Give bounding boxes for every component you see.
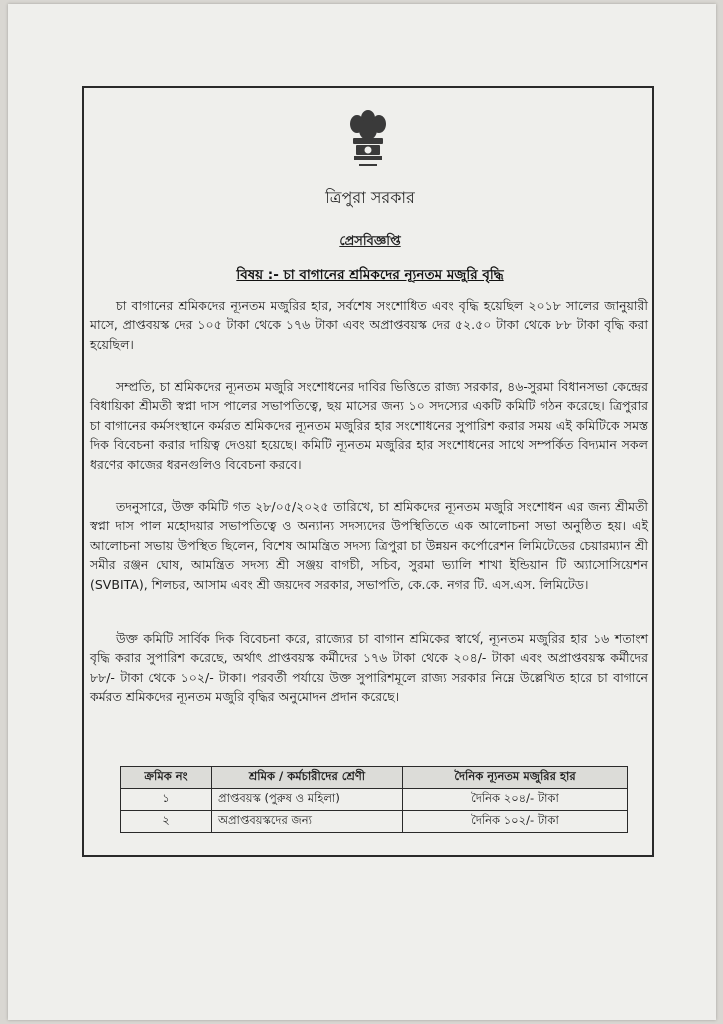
column-header-rate: দৈনিক ন্যূনতম মজুরির হার bbox=[403, 767, 628, 789]
table-cell-category: অপ্রাপ্তবয়স্কদের জন্য bbox=[212, 811, 403, 833]
paragraph-4: উক্ত কমিটি সার্বিক দিক বিবেচনা করে, রাজ্যের চা বাগান শ্রমিকের স্বার্থে, ন্যূনতম মজুরির হার ১৬ শতাংশ বৃদ্ধি করার সুপারিশ করেছে, অর্থাৎ প্রাপ্তবয়স্ক কর্মীদের ১৭৬ টাকা থেকে ২০৪/- টাকা এবং অপ্রাপ্তবয়স্ক কর্মীদের ৮৮/- টাকা থেকে ১০২/- টাকা। পরবর্তী পর্যায়ে উক্ত সুপারিশমূলে রাজ্য সরকার নিম্নে উল্লেখিত হারে চা বাগানে কর্মরত শ্রমিকদের ন্যূনতম মজুরি বৃদ্ধির অনুমোদন প্রদান করেছে। bbox=[90, 631, 648, 705]
column-header-category: শ্রমিক / কর্মচারীদের শ্রেণী bbox=[212, 767, 403, 789]
column-header-serial: ক্রমিক নং bbox=[121, 767, 212, 789]
table-row bbox=[121, 789, 628, 811]
paragraph-2: সম্প্রতি, চা শ্রমিকদের ন্যূনতম মজুরি সংশোধনের দাবির ভিত্তিতে রাজ্য সরকার, ৪৬-সুরমা বিধানসভা কেন্দ্রের বিধায়িকা শ্রীমতী স্বপ্না দাস পালের সভাপতিত্বে, ছয় মাসের জন্য ১০ সদস্যের একটি কমিটি গঠন করেছে। ত্রিপুরার চা বাগানের কর্মসংস্থানে কর্মরত শ্রমিকদের ন্যূনতম মজুরির হার সংশোধনের সুপারিশ করার সময় এই কমিটিকে সমস্ত দিক বিবেচনা করার দায়িত্ব দেওয়া হয়েছে। কমিটি ন্যূনতম মজুরির হার সংশোধনের সাথে সম্পর্কিত বিদ্যমান সকল ধরণের কাজের ধরনগুলিও বিবেচনা করবে। bbox=[90, 379, 648, 472]
table-cell-serial: ২ bbox=[121, 811, 212, 833]
table-cell-rate: দৈনিক ১০২/- টাকা bbox=[403, 811, 628, 833]
table-cell-serial: ১ bbox=[121, 789, 212, 811]
table-header-row bbox=[121, 767, 628, 789]
table-cell-category: প্রাপ্তবয়স্ক (পুরুষ ও মহিলা) bbox=[212, 789, 403, 811]
government-name: ত্রিপুরা সরকার bbox=[325, 188, 415, 207]
paragraph-3: তদনুসারে, উক্ত কমিটি গত ২৮/০৫/২০২৫ তারিখে, চা শ্রমিকদের ন্যূনতম মজুরি সংশোধন এর জন্য শ্রীমতী স্বপ্না দাস পাল মহোদয়ার সভাপতিত্বে ও অন্যান্য সদস্যদের উপস্থিতিতে এক আলোচনা সভা অনুষ্ঠিত হয়। এই আলোচনা সভায় উপস্থিত ছিলেন, বিশেষ আমন্ত্রিত সদস্য ত্রিপুরা চা উন্নয়ন কর্পোরেশন লিমিটেডের চেয়ারম্যান শ্রী সমীর রঞ্জন ঘোষ, আমন্ত্রিত সদস্য শ্রী সঞ্জয় বাগচী, সচিব, সুরমা ভ্যালি শাখা ইন্ডিয়ান টি অ্যাসোসিয়েশন (SVBITA), শিলচর, আসাম এবং শ্রী জয়দেব সরকার, সভাপতি, কে.কে. নগর টি. এস.এস. লিমিটেড। bbox=[90, 499, 648, 592]
subject-line: বিষয় :- চা বাগানের শ্রমিকদের ন্যূনতম মজুরি বৃদ্ধি bbox=[236, 267, 504, 283]
state-emblem-icon bbox=[345, 108, 391, 186]
wage-table bbox=[120, 766, 628, 833]
press-release-title: প্রেসবিজ্ঞপ্তি bbox=[339, 234, 401, 249]
paragraph-1: চা বাগানের শ্রমিকদের ন্যূনতম মজুরির হার, সর্বশেষ সংশোধিত এবং বৃদ্ধি হয়েছিল ২০১৮ সালের জানুয়ারী মাসে, প্রাপ্তবয়স্ক দের ১০৫ টাকা থেকে ১৭৬ টাকা এবং অপ্রাপ্তবয়স্ক দের ৫২.৫০ টাকা থেকে ৮৮ টাকা বৃদ্ধি করা হয়েছিল। bbox=[90, 298, 648, 352]
table-cell-rate: দৈনিক ২০৪/- টাকা bbox=[403, 789, 628, 811]
table-row bbox=[121, 811, 628, 833]
